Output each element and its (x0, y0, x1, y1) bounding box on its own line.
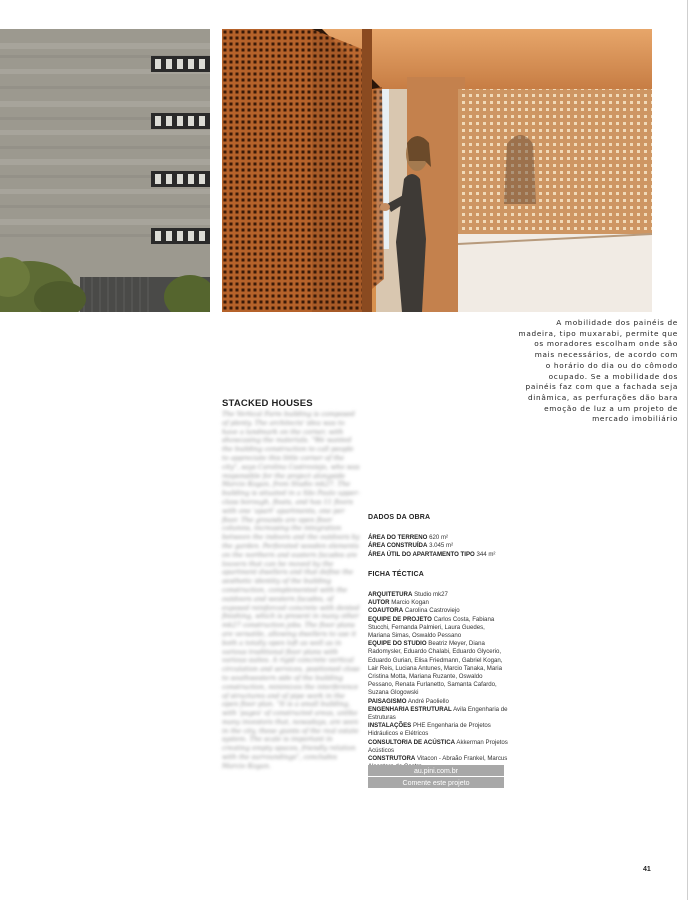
dados-label: ÁREA DO TERRENO (368, 534, 428, 542)
caption-line: os moradores escolham onde são (534, 339, 678, 349)
page-number: 41 (643, 866, 651, 873)
ficha-label: AUTOR (368, 599, 390, 607)
ficha-label: COAUTORA (368, 607, 404, 615)
caption-line: mais necessários, de acordo com (534, 350, 678, 360)
ficha-label: INSTALAÇÕES (368, 722, 412, 730)
ficha-value: Carlos Costa, Fabiana Stucchi, Fernanda Palmieri, Laura Guedes, Mariana Simas, Oswaldo Pessano (368, 615, 495, 640)
ficha-label: EQUIPE DO STUDIO (368, 640, 427, 648)
ficha-row (368, 698, 508, 706)
caption-line: painéis faz com que a fachada seja (525, 382, 678, 392)
ficha-title: FICHA TÉCTICA (368, 570, 425, 578)
ficha-row (368, 616, 508, 641)
ficha-label: ARQUITETURA (368, 591, 413, 599)
ficha-value: Avila Engenharia de Estruturas (368, 705, 508, 722)
dados-row (368, 542, 508, 550)
ficha-row (368, 599, 508, 607)
article-body: The Vertical Farm building is composed of plenty. The architects' idea was to have a landmark on the corner, with showcasing the materials. "We wanted the building construction to call people to appreciate this little corner of the city", says Carolina Castroviejo, who was responsible for the project alongside Marcio Kogan, from Studio mk27. The building is situated in a São Paulo upper-class borough, floats, and has 11 floors with one 'apart' apartments, one per floor. The grounds are open floor columns, increasing the integration between the indoors and the outdoors by the garden. Perforated wooden elements on the northern and eastern facades are louvers that can be moved by the apartment dwellers and that define the aesthetic identity of the building construction, complemented with the outdoors and western facades, of exposed reinforced concrete with dented finishing, which is present in many other mk27 construction jobs. The floor plans are versatile, allowing dwellers to use it both a totally open loft as well as in various traditional floor plans with various suites. A rigid concrete vertical circulation and services, positioned close to southwestern side of the building construction, minimizes the interference of structures and of pipe work in the open floor plan. "It is a small building, with 'pages' of constructed areas, unlike many investors that, nowadays, are seen in the city, these giants of the real estate system. The scale is important in creating empty spaces, friendly relation with the surroundings", concludes Marcio Kogan. (222, 410, 360, 770)
ficha-label: ENGENHARIA ESTRUTURAL (368, 705, 452, 713)
caption-line: o horário do dia ou do cômodo (545, 360, 678, 370)
concrete-facade-illustration (0, 29, 210, 312)
caption-line: mercado imobiliário (592, 414, 678, 424)
ficha-value: Beatriz Meyer, Diana Radomysler, Eduardo Chalabi, Eduardo Glycerio, Eduardo Gurian, Elisa Friedmann, Gabriel Kogan, Lair Reis, Luciana Antunes, Marcio Tanaka, Maria Cristina Motta, Mariana Ruzante, Oswaldo Pessano, Renata Furlanetto, Samanta Cafardo, Suzana Glogowski (368, 640, 503, 697)
photo-caption (500, 318, 678, 425)
ficha-row (368, 722, 508, 738)
dados-value: 344 m² (476, 550, 496, 558)
dados-row (368, 551, 508, 559)
ficha-label: CONSTRUTORA (368, 755, 416, 763)
muxarabi-panels-photo (222, 29, 652, 312)
dados-value: 620 m² (429, 534, 449, 542)
ficha-row (368, 607, 508, 615)
ficha-value: Akkerman Projetos Acústicos (368, 738, 508, 754)
ficha-value: PHE Engenharia de Projetos Hidráulicos e Elétricos (368, 722, 491, 738)
muxarabi-panels-illustration (222, 29, 652, 312)
ficha-value: Marcio Kogan (391, 599, 429, 607)
ficha-value: Vitacon - Abraão Frankel, Marcus (417, 755, 508, 763)
ficha-value: André Paoliello (407, 697, 449, 705)
ficha-row (368, 640, 508, 697)
credits-column (368, 514, 508, 771)
ficha-row (368, 739, 508, 755)
caption-line: ocupado. Se a mobilidade dos (548, 371, 678, 381)
caption-line: dinâmica, as perfurações dão bara (527, 392, 678, 402)
dados-label: ÁREA ÚTIL DO APARTAMENTO TIPO (368, 550, 475, 558)
ficha-value: Carolina Castroviejo (404, 607, 460, 615)
ficha-label: EQUIPE DE PROJETO (368, 615, 432, 623)
ficha-row (368, 591, 508, 599)
ficha-label: CONSULTORIA DE ACÚSTICA (368, 738, 456, 746)
caption-line: madeira, tipo muxarabi, permite que (518, 328, 678, 338)
caption-line: A mobilidade dos painéis de (556, 318, 678, 327)
caption-line: emoção de luz a um projeto de (544, 403, 678, 413)
ficha-label: PAISAGISMO (368, 697, 407, 705)
ficha-row (368, 706, 508, 722)
comment-project-button[interactable]: Comente este projeto (368, 777, 504, 788)
dados-title: DADOS DA OBRA (368, 514, 431, 521)
article-title: STACKED HOUSES (222, 398, 313, 409)
concrete-facade-photo (0, 29, 210, 312)
ficha-value: Studio mk27 (414, 591, 448, 599)
dados-value: 3.045 m² (429, 542, 454, 550)
site-link-button[interactable]: au.pini.com.br (368, 765, 504, 776)
dados-label: ÁREA CONSTRUÍDA (368, 542, 428, 550)
